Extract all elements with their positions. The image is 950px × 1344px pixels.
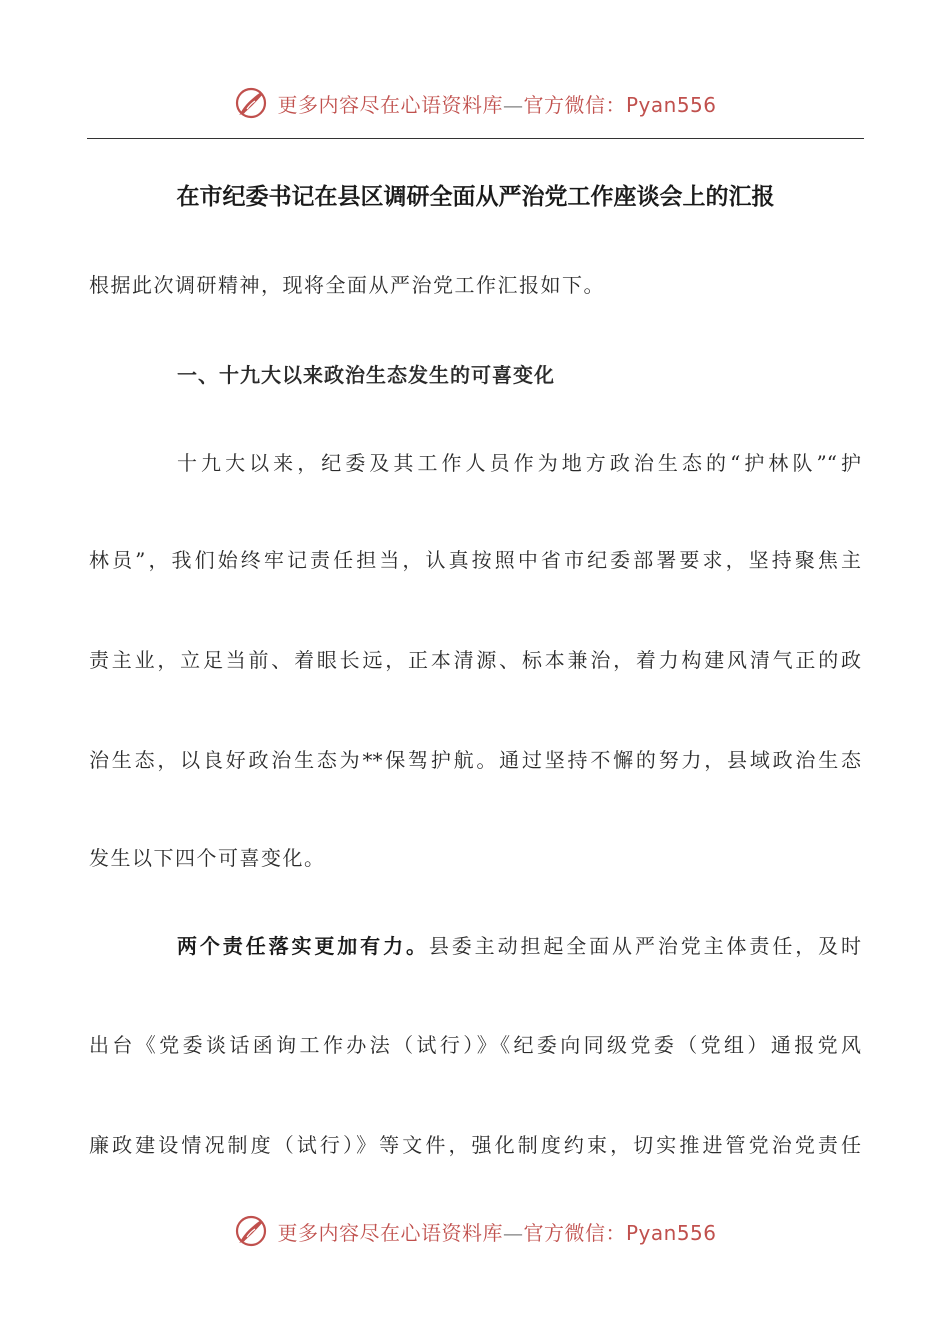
document-title: 在市纪委书记在县区调研全面从严治党工作座谈会上的汇报 [176, 184, 775, 210]
watermark-text [277, 1217, 716, 1246]
para1-line-5: 发生以下四个可喜变化。 [89, 846, 326, 870]
watermark-dash: — [502, 1220, 524, 1245]
pen-nib-logo-icon [233, 1213, 269, 1249]
section-heading-1: 一、十九大以来政治生态发生的可喜变化 [177, 363, 555, 387]
header-watermark [0, 83, 950, 123]
watermark-text [277, 89, 716, 118]
para2-line-1 [177, 931, 861, 961]
para2-line-1-rest: 县委主动担起全面从严治党主体责任，及时 [428, 934, 862, 958]
pen-nib-logo-icon [233, 85, 269, 121]
para1-line-2: 林员”，我们始终牢记责任担当，认真按照中省市纪委部署要求，坚持聚焦主 [89, 548, 861, 572]
watermark-wechat-id: Pyan556 [625, 1220, 717, 1245]
para2-bold-lead: 两个责任落实更加有力。 [177, 934, 429, 958]
watermark-site-text: 更多内容尽在心语资料库 [277, 92, 503, 117]
watermark-wechat-id: Pyan556 [625, 92, 717, 117]
watermark-wechat-label: 官方微信： [523, 92, 626, 117]
para2-line-2: 出台《党委谈话函询工作办法（试行）》《纪委向同级党委（党组）通报党风 [89, 1033, 861, 1057]
intro-paragraph: 根据此次调研精神，现将全面从严治党工作汇报如下。 [89, 273, 605, 297]
watermark-wechat-label: 官方微信： [523, 1220, 626, 1245]
footer-watermark [0, 1211, 950, 1251]
para1-line-3: 责主业，立足当前、着眼长远，正本清源、标本兼治，着力构建风清气正的政 [89, 648, 861, 672]
watermark-dash: — [502, 92, 524, 117]
para1-line-4: 治生态，以良好政治生态为**保驾护航。通过坚持不懈的努力，县域政治生态 [89, 748, 861, 772]
para1-line-1: 十九大以来，纪委及其工作人员作为地方政治生态的“护林队”“护 [177, 451, 861, 475]
header-divider [87, 138, 864, 139]
watermark-site-text: 更多内容尽在心语资料库 [277, 1220, 503, 1245]
para2-line-3: 廉政建设情况制度（试行）》等文件，强化制度约束，切实推进管党治党责任 [89, 1133, 861, 1157]
